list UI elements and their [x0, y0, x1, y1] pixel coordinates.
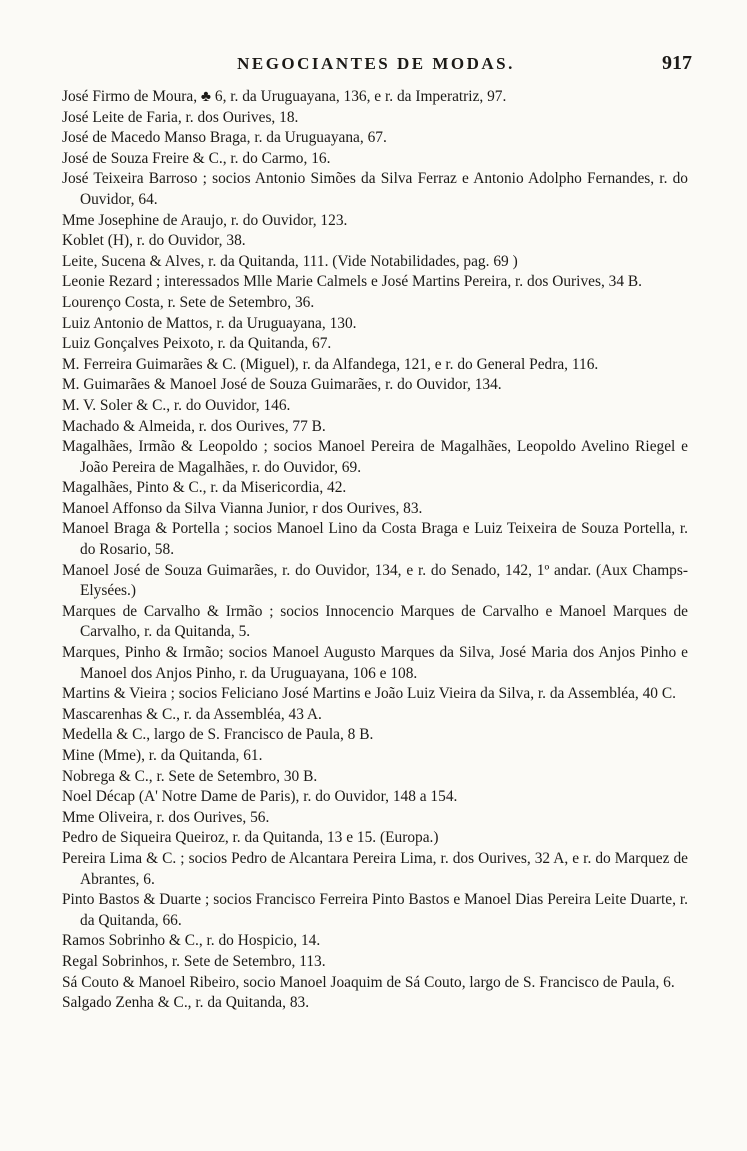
list-item: Pereira Lima & C. ; socios Pedro de Alcantara Pereira Lima, r. dos Ourives, 32 A, e r. do Marquez de Abrantes, 6. — [62, 849, 688, 888]
list-item: José de Souza Freire & C., r. do Carmo, 16. — [62, 149, 331, 167]
list-item: Ramos Sobrinho & C., r. do Hospicio, 14. — [62, 932, 321, 950]
page-title: NEGOCIANTES DE MODAS. — [237, 54, 515, 73]
list-item: Nobrega & C., r. Sete de Setembro, 30 B. — [62, 767, 318, 785]
list-item: Luiz Gonçalves Peixoto, r. da Quitanda, 67. — [62, 335, 332, 353]
list-item: Marques de Carvalho & Irmão ; socios Innocencio Marques de Carvalho e Manoel Marques de Carvalho, r. da Quitanda, 5. — [62, 602, 688, 641]
list-item: Marques, Pinho & Irmão; socios Manoel Augusto Marques da Silva, José Maria dos Anjos Pinho e Manoel dos Anjos Pinho, r. da Uruguayana, 106 e 108. — [62, 644, 688, 682]
list-item: Pedro de Siqueira Queiroz, r. da Quitanda, 13 e 15. (Europa.) — [62, 829, 439, 847]
list-item: Lourenço Costa, r. Sete de Setembro, 36. — [62, 293, 315, 311]
list-item: M. Ferreira Guimarães & C. (Miguel), r. da Alfandega, 121, e r. do General Pedra, 116. — [62, 355, 599, 373]
list-item: Manoel José de Souza Guimarães, r. do Ouvidor, 134, e r. do Senado, 142, 1º andar. (Aux Champs-Elysées.) — [62, 561, 688, 600]
list-item: Manoel Braga & Portella ; socios Manoel Lino da Costa Braga e Luiz Teixeira de Souza Portella, r. do Rosario, 58. — [62, 520, 688, 559]
list-item: Magalhães, Irmão & Leopoldo ; socios Manoel Pereira de Magalhães, Leopoldo Avelino Riegel e João Pereira de Magalhães, r. do Ouvidor, 69. — [62, 438, 688, 476]
list-item: Leite, Sucena & Alves, r. da Quitanda, 111. (Vide Notabilidades, pag. 69 ) — [62, 252, 518, 270]
merchant-list — [62, 87, 688, 1014]
list-item: José Teixeira Barroso ; socios Antonio Simões da Silva Ferraz e Antonio Adolpho Fernandes, r. do Ouvidor, 64. — [62, 170, 688, 208]
list-item: Pinto Bastos & Duarte ; socios Francisco Ferreira Pinto Bastos e Manoel Dias Pereira Leite Duarte, r. da Quitanda, 66. — [62, 891, 688, 929]
page-header — [60, 48, 692, 78]
list-item: Mascarenhas & C., r. da Assembléa, 43 A. — [62, 705, 322, 723]
list-item: Manoel Affonso da Silva Vianna Junior, r dos Ourives, 83. — [62, 499, 423, 517]
list-item: Mme Oliveira, r. dos Ourives, 56. — [62, 808, 270, 826]
list-item: Regal Sobrinhos, r. Sete de Setembro, 113. — [62, 952, 326, 970]
list-item: Magalhães, Pinto & C., r. da Misericordia, 42. — [62, 479, 347, 497]
list-item: Medella & C., largo de S. Francisco de Paula, 8 B. — [62, 726, 374, 744]
list-item: Leonie Rezard ; interessados Mlle Marie Calmels e José Martins Pereira, r. dos Ourives, 34 B. — [62, 273, 643, 291]
list-item: Koblet (H), r. do Ouvidor, 38. — [62, 232, 246, 250]
list-item: Sá Couto & Manoel Ribeiro, socio Manoel Joaquim de Sá Couto, largo de S. Francisco de Paula, 6. — [62, 973, 675, 991]
list-item: Martins & Vieira ; socios Feliciano José Martins e João Luiz Vieira da Silva, r. da Assembléa, 40 C. — [62, 685, 676, 703]
list-item: Machado & Almeida, r. dos Ourives, 77 B. — [62, 417, 326, 435]
list-item: Mine (Mme), r. da Quitanda, 61. — [62, 747, 263, 764]
list-item: Mme Josephine de Araujo, r. do Ouvidor, 123. — [62, 211, 348, 229]
list-item: José Firmo de Moura, ♣ 6, r. da Uruguayana, 136, e r. da Imperatriz, 97. — [62, 88, 507, 105]
list-item: Luiz Antonio de Mattos, r. da Uruguayana, 130. — [62, 314, 357, 332]
list-item: M. Guimarães & Manoel José de Souza Guimarães, r. do Ouvidor, 134. — [62, 376, 502, 394]
list-item: José Leite de Faria, r. dos Ourives, 18. — [62, 108, 299, 126]
page-number: 917 — [662, 52, 692, 74]
list-item: M. V. Soler & C., r. do Ouvidor, 146. — [62, 396, 291, 414]
list-item: Noel Décap (A' Notre Dame de Paris), r. do Ouvidor, 148 a 154. — [62, 788, 458, 806]
list-item: José de Macedo Manso Braga, r. da Uruguayana, 67. — [62, 129, 387, 147]
list-item: Salgado Zenha & C., r. da Quitanda, 83. — [62, 994, 310, 1012]
